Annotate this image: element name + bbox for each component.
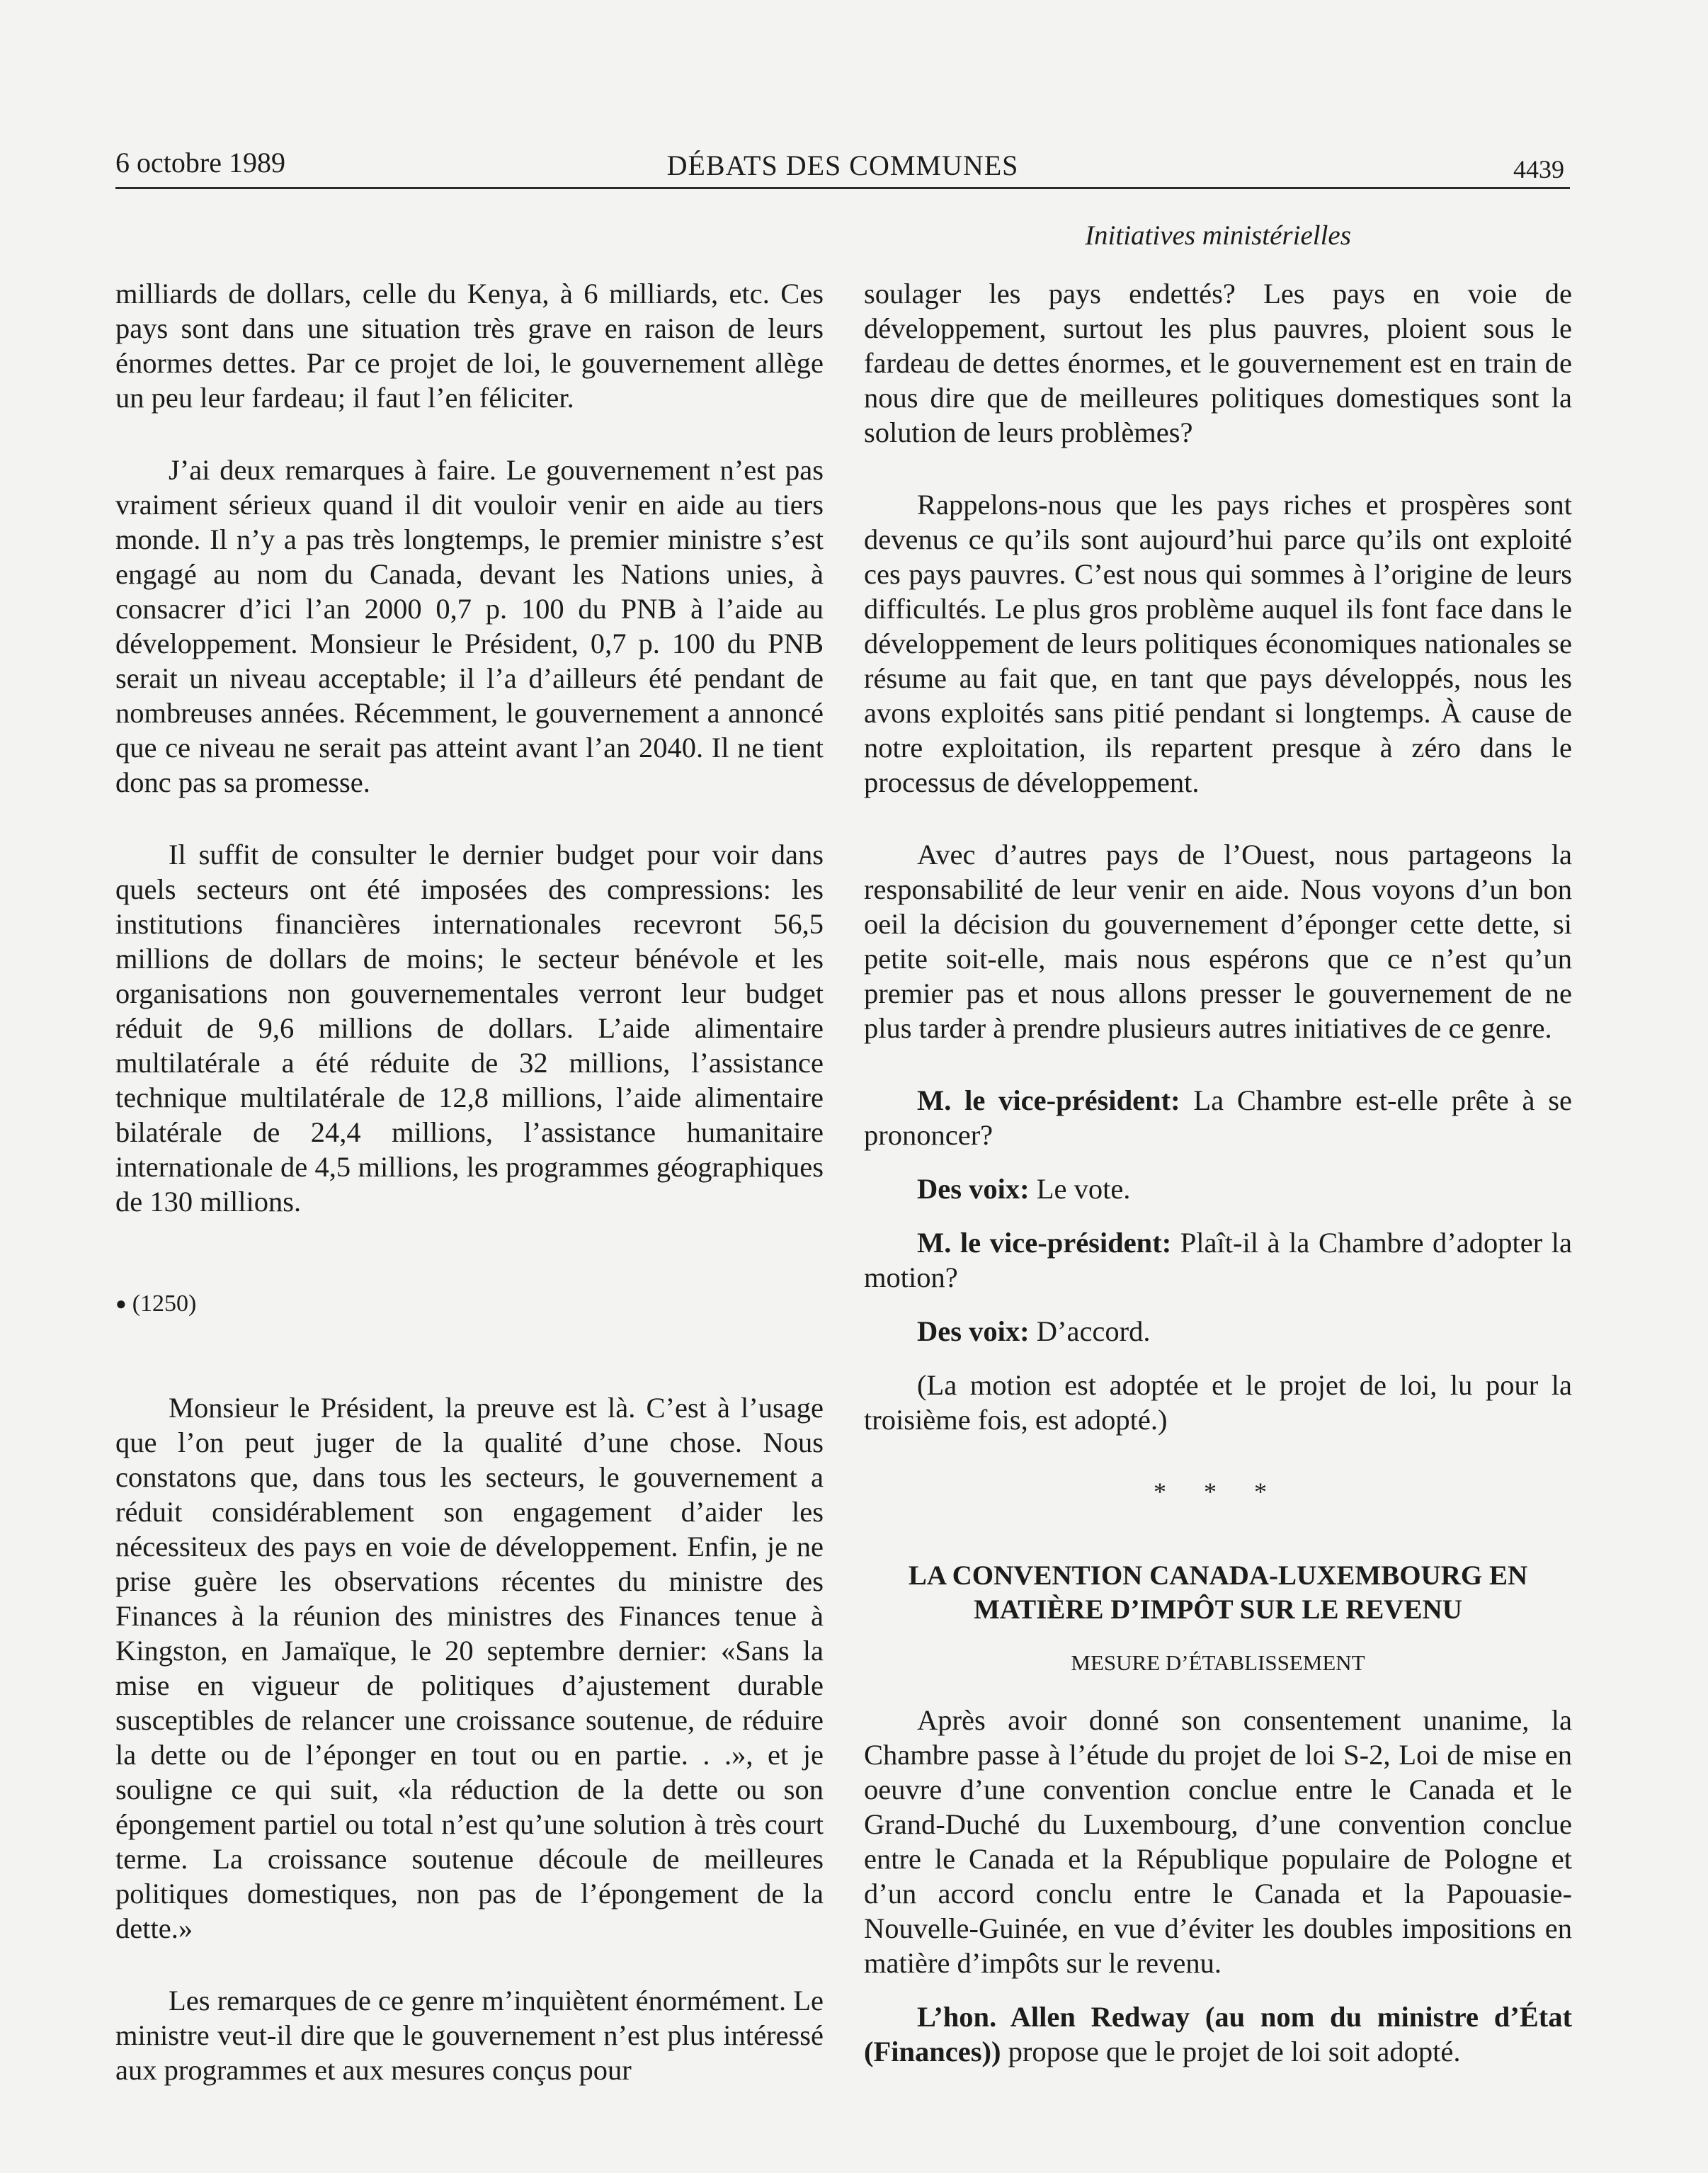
speech-text: La Chambre est-elle prête à se prononcer? xyxy=(864,1084,1572,1151)
speech-text: Le vote. xyxy=(1029,1173,1131,1205)
time-marker xyxy=(115,1286,824,1321)
time-marker-text: (1250) xyxy=(132,1290,197,1317)
speech-paragraph xyxy=(864,1225,1572,1295)
speech-paragraph xyxy=(864,1314,1572,1349)
right-column xyxy=(864,276,1572,2106)
paragraph: Il suffit de consulter le dernier budget pour voir dans quels secteurs ont été imposées des compressions: les institutions financières internationales recevront 56,5 millions de dollars de moins; le secteur bénévole et les organisations non gouvernementales verront leur budget réduit de 9,6 millions de dollars. L’aide alimentaire multilatérale a été réduite de 32 millions, l’assistance technique multilatérale de 12,8 millions, l’aide alimentaire bilatérale de 24,4 millions, l’assistance humanitaire internationale de 4,5 millions, les programmes géographiques de 130 millions. xyxy=(115,839,824,1218)
speech-text: D’accord. xyxy=(1029,1315,1151,1347)
speech-paragraph xyxy=(864,1171,1572,1206)
paragraph: J’ai deux remarques à faire. Le gouvernement n’est pas vraiment sérieux quand il dit vouloir venir en aide au tiers monde. Il n’y a pas très longtemps, le premier ministre s’est engagé au nom du Canada, devant les Nations unies, à consacrer d’ici l’an 2000 0,7 p. 100 du PNB à l’aide au développement. Monsieur le Président, 0,7 p. 100 du PNB serait un niveau acceptable; il l’a d’ailleurs été pendant de nombreuses années. Récemment, le gouvernement a annoncé que ce niveau ne serait pas atteint avant l’an 2040. Il ne tient donc pas sa promesse. xyxy=(115,454,824,798)
speaker-name: Des voix: xyxy=(917,1173,1030,1205)
paragraph: Avec d’autres pays de l’Ouest, nous partageons la responsabilité de leur venir en aide. Nous voyons d’un bon oeil la décision du gouvernement d’éponger cette dette, si petite soit-elle, mais nous espérons que ce n’est qu’un premier pas et nous allons presser le gouvernement de ne plus tarder à prendre plusieurs autres initiatives de ce genre. xyxy=(864,839,1572,1044)
speaker-name: Des voix: xyxy=(917,1315,1030,1347)
speaker-name: M. le vice-président: xyxy=(917,1084,1180,1116)
speech-text: Plaît-il à la Chambre d’adopter la motion? xyxy=(864,1227,1573,1293)
header-journal-title: DÉBATS DES COMMUNES xyxy=(666,149,1019,181)
running-header xyxy=(115,142,1570,189)
procedural-note: (La motion est adoptée et le projet de loi, lu pour la troisième fois, est adopté.) xyxy=(864,1369,1572,1436)
bill-title: LA CONVENTION CANADA-LUXEMBOURG EN MATIÈRE D’IMPÔT SUR LE REVENU xyxy=(908,1560,1528,1625)
speech-text: propose que le projet de loi soit adopté. xyxy=(1001,2036,1461,2067)
section-separator: * * * xyxy=(1154,1477,1282,1506)
bullet-icon: ● xyxy=(115,1293,127,1314)
header-date: 6 octobre 1989 xyxy=(115,147,285,178)
paragraph: Rappelons-nous que les pays riches et prospères sont devenus ce qu’ils sont aujourd’hui parce qu’ils ont exploité ces pays pauvres. C’est nous qui sommes à l’origine de leurs difficultés. Le plus gros problème auquel ils font face dans le développement de leurs politiques économiques nationales se résume au fait que, en tant que pays développés, nous les avons exploités sans pitié pendant si longtemps. À cause de notre exploitation, ils repartent presque à zéro dans le processus de développement. xyxy=(864,489,1572,798)
header-page-number: 4439 xyxy=(1513,155,1564,183)
bill-subtitle: MESURE D’ÉTABLISSEMENT xyxy=(1071,1650,1365,1675)
paragraph: milliards de dollars, celle du Kenya, à 6 milliards, etc. Ces pays sont dans une situation très grave en raison de leurs énormes dettes. Par ce projet de loi, le gouvernement allège un peu leur fardeau; il faut l’en féliciter. xyxy=(115,278,824,414)
speech-paragraph xyxy=(864,1083,1572,1152)
left-column xyxy=(115,276,824,2125)
speech-paragraph xyxy=(864,1999,1572,2069)
paragraph: Après avoir donné son consentement unanime, la Chambre passe à l’étude du projet de loi S-2, Loi de mise en oeuvre d’une convention conclue entre le Canada et le Grand-Duché du Luxembourg, d’une convention conclue entre le Canada et la République populaire de Pologne et d’un accord conclu entre le Canada et la Papouasie-Nouvelle-Guinée, en vue d’éviter les doubles impositions en matière d’impôts sur le revenu. xyxy=(864,1704,1572,1979)
paragraph: soulager les pays endettés? Les pays en voie de développement, surtout les plus pauvres, ploient sous le fardeau de dettes énormes, et le gouvernement est en train de nous dire que de meilleures politiques domestiques sont la solution de leurs problèmes? xyxy=(864,278,1572,448)
section-heading: Initiatives ministérielles xyxy=(1085,220,1351,251)
speaker-name: M. le vice-président: xyxy=(917,1227,1172,1259)
paragraph: Les remarques de ce genre m’inquiètent énormément. Le ministre veut-il dire que le gouvernement n’est plus intéressé aux programmes et aux mesures conçus pour xyxy=(115,1985,824,2086)
paragraph: Monsieur le Président, la preuve est là. C’est à l’usage que l’on peut juger de la qualité d’une chose. Nous constatons que, dans tous les secteurs, le gouvernement a réduit considérablement son engagement d’aider les nécessiteux des pays en voie de développement. Enfin, je ne prise guère les observations récentes du ministre des Finances à la réunion des ministres des Finances tenue à Kingston, en Jamaïque, le 20 septembre dernier: «Sans la mise en vigueur de politiques d’ajustement durable susceptibles de relancer une croissance soutenue, de réduire la dette ou de l’éponger en tout ou en partie. . .», et je souligne ce qui suit, «la réduction de la dette ou son épongement partiel ou total n’est qu’une solution à très court terme. La croissance soutenue découle de meilleures politiques domestiques, non pas de l’épongement de la dette.» xyxy=(115,1392,824,1944)
speaker-name: L’hon. Allen Redway (au nom du ministre d’État (Finances)) xyxy=(864,2001,1572,2067)
